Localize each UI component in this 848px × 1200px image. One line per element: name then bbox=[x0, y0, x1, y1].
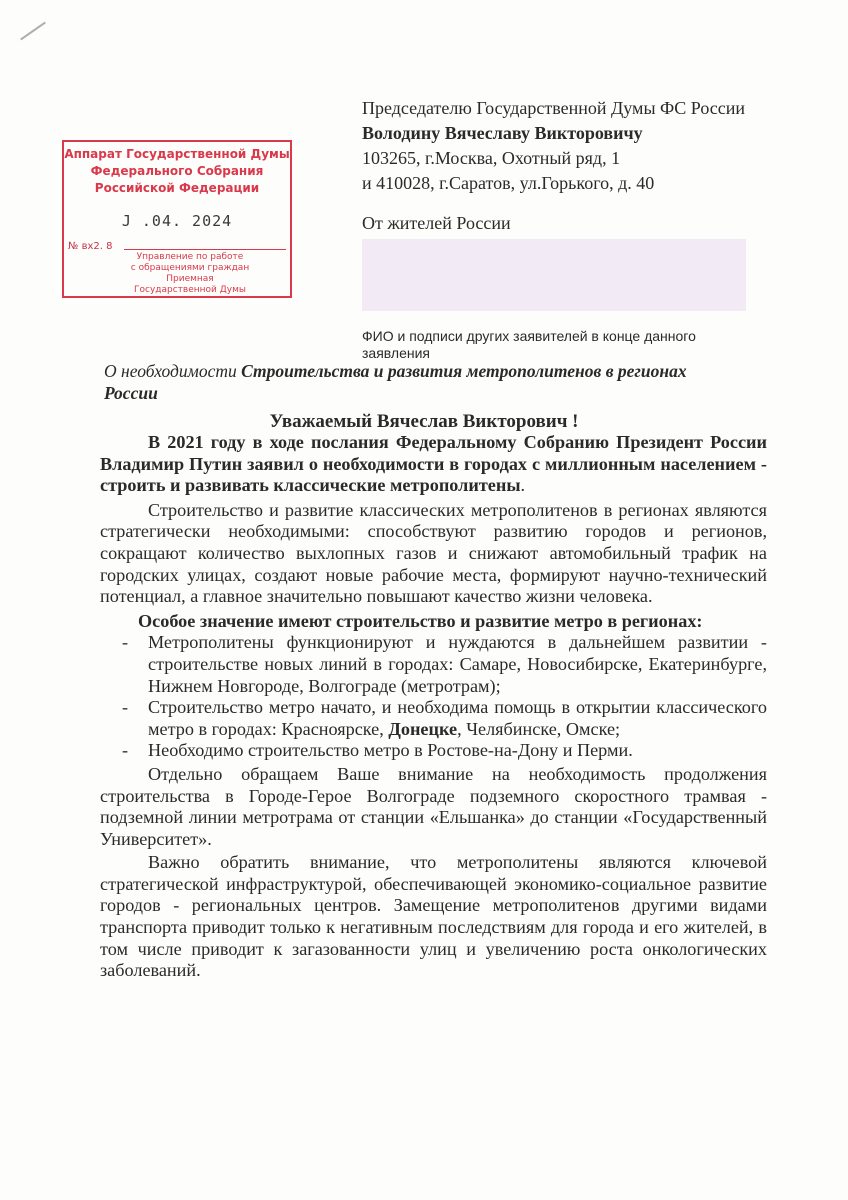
scan-mark bbox=[20, 22, 46, 41]
addressee-address-2: и 410028, г.Саратов, ул.Горького, д. 40 bbox=[362, 173, 655, 193]
paragraph-2: Строительство и развитие классических метрополитенов в регионах являются стратегически необходимыми: способствуют развитию городов и регионов, сокращают количество выхлопных газов и снижают автомобильный трафик на городских улицах, создают новые рабочие места, формируют научно-технический потенциал, а главное значительно повышают качество жизни человека. bbox=[100, 499, 767, 607]
letter-body bbox=[100, 432, 767, 982]
addressee-block bbox=[362, 96, 822, 196]
stamp-number: № вх2. 8 bbox=[68, 241, 113, 252]
city-list bbox=[100, 632, 767, 762]
sender-from: От жителей России bbox=[362, 213, 511, 233]
stamp-date: J .04. 2024 bbox=[121, 212, 233, 230]
letter-subject bbox=[104, 360, 744, 404]
dash-marker: - bbox=[122, 632, 129, 653]
stamp-department: Управление по работе с обращениями граждан Приемная Государственной Думы bbox=[130, 252, 250, 295]
dash-marker: - bbox=[122, 697, 129, 718]
addressee-name: Володину Вячеславу Викторовичу bbox=[362, 123, 643, 143]
addressee-address-1: 103265, г.Москва, Охотный ряд, 1 bbox=[362, 148, 621, 168]
subject-bold: Строительства и развития метрополитенов в регионах России bbox=[104, 361, 687, 403]
paragraph-4: Важно обратить внимание, что метрополитены являются ключевой стратегической инфраструктурой, обеспечивающей экономико-социальное развитие городов - региональных центров. Замещение метрополитенов другими видами транспорта приводит только к негативным последствиям для города и его жителей, в том числе приводит к загазованности улиц и увеличению роста онкологических заболеваний. bbox=[100, 852, 767, 981]
subject-prefix: О необходимости bbox=[104, 361, 242, 381]
sender-note: ФИО и подписи других заявителей в конце данного заявления bbox=[362, 328, 696, 361]
list-item: - Необходимо строительство метро в Ростове-на-Дону и Перми. bbox=[122, 740, 633, 761]
list-item: - Метрополитены функционируют и нуждаются в дальнейшем развитии - строительстве новых линий в городах: Самаре, Новосибирске, Екатеринбурге, Нижнем Новгороде, Волгограде (метротрам); bbox=[122, 632, 767, 696]
list-item: - Строительство метро начато, и необходима помощь в открытии классического метро в городах: Красноярске, Донецке, Челябинске, Омске; bbox=[122, 697, 767, 739]
dash-marker: - bbox=[122, 740, 129, 761]
city-donetsk: Донецке bbox=[388, 718, 458, 739]
list-heading: Особое значение имеют строительство и развитие метро в регионах: bbox=[138, 610, 703, 631]
registration-stamp bbox=[62, 140, 292, 298]
paragraph-1: В 2021 году в ходе послания Федеральному Собранию Президент России Владимир Путин заявил о необходимости в городах с миллионным населением - строить и развивать классические метрополитены. bbox=[100, 432, 767, 496]
redacted-area bbox=[362, 239, 746, 311]
paragraph-3: Отдельно обращаем Ваше внимание на необходимость продолжения строительства в Городе-Герое Волгограде подземного скоростного трамвая - подземной линии метротрама от станции «Ельшанка» до станции «Государственный Университет». bbox=[100, 763, 767, 849]
stamp-divider bbox=[124, 249, 286, 250]
greeting: Уважаемый Вячеслав Викторович ! bbox=[269, 411, 579, 432]
addressee-title: Председателю Государственной Думы ФС России bbox=[362, 98, 746, 118]
stamp-organization: Аппарат Государственной Думы Федерального Собрания Российской Федерации bbox=[64, 147, 290, 195]
paragraph-1-bold: В 2021 году в ходе послания Федеральному Собранию Президент России Владимир Путин заявил о необходимости в городах с миллионным населением - строить и развивать классические метрополитены bbox=[100, 432, 767, 496]
